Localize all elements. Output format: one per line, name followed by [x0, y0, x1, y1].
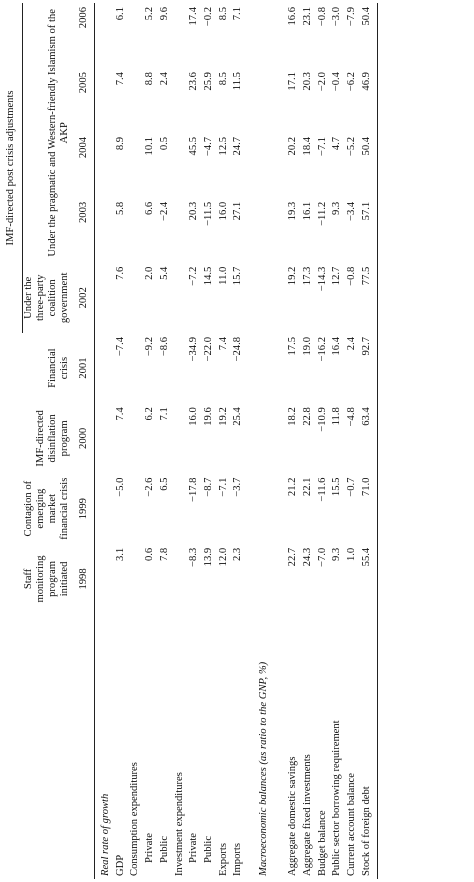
value-cell: 24.7 [232, 136, 244, 156]
value-cell: 22.7 [287, 547, 299, 567]
table-row [302, 3, 317, 879]
row-label: Public sector borrowing requirement [331, 720, 343, 876]
row-label: Current account balance [346, 773, 358, 876]
value-cell: −22.0 [202, 336, 214, 362]
value-cell: 9.6 [158, 7, 170, 21]
value-cell: −8.7 [202, 477, 214, 497]
value-cell: 12.5 [217, 136, 229, 156]
value-cell: 14.5 [202, 266, 214, 286]
header-2003-2006: Under the pragmatic and Western-friendly Islamism of the AKP [47, 9, 71, 257]
value-cell: 57.1 [361, 198, 378, 263]
value-cell: 7.6 [114, 266, 126, 280]
value-cell: 0.5 [158, 136, 170, 151]
value-cell: −14.3 [316, 266, 328, 292]
table-row [287, 3, 302, 879]
value-cell: 16.0 [217, 201, 229, 221]
value-cell: 0.6 [144, 547, 156, 562]
value-cell: −7.1 [217, 477, 229, 497]
year-cell: 2001 [74, 333, 94, 403]
value-cell: 77.5 [361, 263, 378, 333]
table-row [203, 3, 218, 879]
value-cell: −7.1 [316, 136, 328, 157]
value-cell: −34.9 [188, 336, 200, 362]
value-cell: −5.2 [346, 136, 358, 157]
value-cell: 3.1 [114, 547, 126, 562]
section-title-growth: Real rate of growth [100, 793, 112, 876]
value-cell: 11.0 [217, 266, 229, 285]
value-cell: 24.3 [302, 547, 314, 567]
value-cell: −11.6 [316, 477, 328, 502]
value-cell: 23.1 [302, 7, 314, 26]
header-1998: Staff monitoring program initiated [22, 555, 71, 603]
value-cell: 25.4 [232, 407, 244, 426]
value-cell: −16.2 [316, 336, 328, 362]
value-cell: −7.4 [114, 336, 126, 357]
year-cell: 2005 [74, 68, 94, 133]
row-label: Budget balance [316, 810, 328, 876]
table-row [232, 3, 247, 879]
year-cell: 1999 [74, 474, 94, 544]
value-cell: 17.5 [287, 336, 299, 356]
value-cell: 50.4 [361, 3, 378, 68]
value-cell: −2.6 [144, 477, 156, 497]
header-1999: Contagion of emerging market financial crisis [22, 477, 71, 540]
table-row [218, 3, 233, 879]
value-cell: 20.3 [302, 72, 314, 91]
value-cell: 22.1 [302, 477, 314, 497]
value-cell: 92.7 [361, 333, 378, 403]
value-cell: 23.6 [188, 72, 200, 91]
value-cell: 13.9 [202, 547, 214, 567]
value-cell: 6.6 [144, 201, 156, 216]
value-cell: 4.7 [331, 136, 343, 151]
value-cell: 8.5 [217, 7, 229, 21]
value-cell: 2.4 [158, 72, 170, 86]
value-cell: 17.4 [188, 7, 200, 26]
value-cell: 19.0 [302, 336, 314, 356]
value-cell: 27.1 [232, 201, 244, 221]
value-cell: 20.2 [287, 136, 299, 156]
value-cell: −4.8 [346, 407, 358, 427]
value-cell: 10.1 [144, 136, 156, 156]
value-cell: 20.3 [188, 201, 200, 221]
value-cell: 15.5 [331, 477, 343, 497]
section-title-consumption: Consumption expenditures [129, 762, 141, 876]
value-cell: 6.5 [158, 477, 170, 491]
value-cell: −3.4 [346, 201, 358, 222]
value-cell: 8.5 [217, 72, 229, 86]
value-cell: 5.4 [158, 266, 170, 280]
table-row [115, 3, 130, 879]
header-2001: Financial crisis [47, 348, 71, 388]
value-cell: −24.8 [232, 336, 244, 362]
value-cell: −9.2 [144, 336, 156, 357]
table-row [317, 3, 332, 879]
value-cell: −6.2 [346, 72, 358, 92]
row-label: Private [144, 832, 156, 863]
year-cell: 2004 [74, 133, 94, 198]
value-cell: 6.1 [114, 7, 126, 21]
value-cell: −0.8 [316, 7, 328, 27]
row-label: Public [202, 835, 214, 863]
value-cell: 19.6 [202, 407, 214, 426]
value-cell: 8.9 [114, 136, 126, 151]
table-row [331, 3, 346, 879]
row-label: Private [188, 832, 200, 863]
value-cell: 2.4 [346, 336, 358, 351]
value-cell: 55.4 [361, 544, 378, 614]
value-cell: 50.4 [361, 133, 378, 198]
value-cell: 7.4 [217, 336, 229, 351]
row-label: Imports [232, 843, 244, 876]
value-cell: −5.0 [114, 477, 126, 497]
year-cell: 2002 [74, 263, 94, 333]
value-cell: −0.4 [331, 72, 343, 92]
value-cell: −2.4 [158, 201, 170, 222]
value-cell: 19.2 [217, 407, 229, 426]
value-cell: 2.0 [144, 266, 156, 280]
header-2000: IMF-directed disinflation program [34, 410, 71, 467]
row-label: Aggregate fixed investments [302, 754, 314, 876]
value-cell: 16.6 [287, 7, 299, 26]
table-row [346, 3, 361, 879]
value-cell: 7.8 [158, 547, 170, 562]
value-cell: −2.0 [316, 72, 328, 92]
value-cell: −3.0 [331, 7, 343, 27]
year-cell: 1998 [74, 544, 94, 614]
value-cell: −11.5 [202, 201, 214, 226]
value-cell: 7.1 [158, 407, 170, 421]
value-cell: 46.9 [361, 68, 378, 133]
table-row [144, 3, 159, 879]
value-cell: 5.2 [144, 7, 156, 21]
value-cell: 18.2 [287, 407, 299, 426]
row-label: Exports [217, 843, 229, 876]
value-cell: −7.9 [346, 7, 358, 27]
value-cell: −4.7 [202, 136, 214, 157]
value-cell: 22.8 [302, 407, 314, 426]
year-cell: 2006 [74, 3, 94, 68]
value-cell: 12.7 [331, 266, 343, 286]
value-cell: 11.8 [331, 407, 343, 426]
value-cell: 1.0 [346, 547, 358, 562]
value-cell: 45.5 [188, 136, 200, 156]
value-cell: 16.1 [302, 201, 314, 221]
row-label: Aggregate domestic savings [287, 756, 299, 876]
value-cell: 16.4 [331, 336, 343, 356]
table-row [188, 3, 203, 879]
value-cell: 2.3 [232, 547, 244, 562]
economic-indicators-table [2, 3, 378, 879]
value-cell: 9.3 [331, 201, 343, 216]
value-cell: 19.2 [287, 266, 299, 286]
value-cell: −17.8 [188, 477, 200, 503]
table-row [361, 3, 378, 879]
value-cell: 7.4 [114, 407, 126, 421]
supergroup-header: IMF-directed post crisis adjustments [2, 3, 22, 333]
value-cell: 63.4 [361, 403, 378, 473]
value-cell: 12.0 [217, 547, 229, 567]
value-cell: 17.3 [302, 266, 314, 286]
value-cell: −7.2 [188, 266, 200, 286]
value-cell: 5.8 [114, 201, 126, 216]
value-cell: 6.2 [144, 407, 156, 421]
table-row [159, 3, 174, 879]
value-cell: −7.0 [316, 547, 328, 568]
value-cell: −10.9 [316, 407, 328, 432]
section-title-investment: Investment expenditures [173, 772, 185, 876]
value-cell: −11.2 [316, 201, 328, 226]
value-cell: −8.3 [188, 547, 200, 568]
value-cell: 9.3 [331, 547, 343, 562]
year-row [74, 3, 94, 879]
value-cell: −0.2 [202, 7, 214, 27]
value-cell: 71.0 [361, 474, 378, 544]
value-cell: 7.4 [114, 72, 126, 86]
value-cell: 17.1 [287, 72, 299, 91]
value-cell: −3.7 [232, 477, 244, 497]
section-title-macro: Macroeconomic balances (as ratio to the GNP, %) [257, 661, 269, 876]
value-cell: 21.2 [287, 477, 299, 497]
supergroup-header-row [2, 3, 22, 879]
value-cell: −0.7 [346, 477, 358, 497]
row-label: Stock of foreign debt [361, 614, 378, 879]
year-cell: 2000 [74, 403, 94, 473]
column-description-row [22, 3, 74, 879]
table-body [95, 3, 378, 879]
value-cell: 18.4 [302, 136, 314, 156]
value-cell: −0.8 [346, 266, 358, 286]
value-cell: 15.7 [232, 266, 244, 286]
value-cell: 8.8 [144, 72, 156, 86]
value-cell: 7.1 [232, 7, 244, 21]
value-cell: 19.3 [287, 201, 299, 221]
value-cell: 11.5 [232, 72, 244, 91]
row-label: Public [158, 835, 170, 863]
row-label: GDP [114, 854, 126, 876]
year-cell: 2003 [74, 198, 94, 263]
value-cell: 16.0 [188, 407, 200, 426]
header-2002: Under the three-party coalition government [22, 272, 71, 324]
value-cell: 25.9 [202, 72, 214, 91]
value-cell: −8.6 [158, 336, 170, 357]
